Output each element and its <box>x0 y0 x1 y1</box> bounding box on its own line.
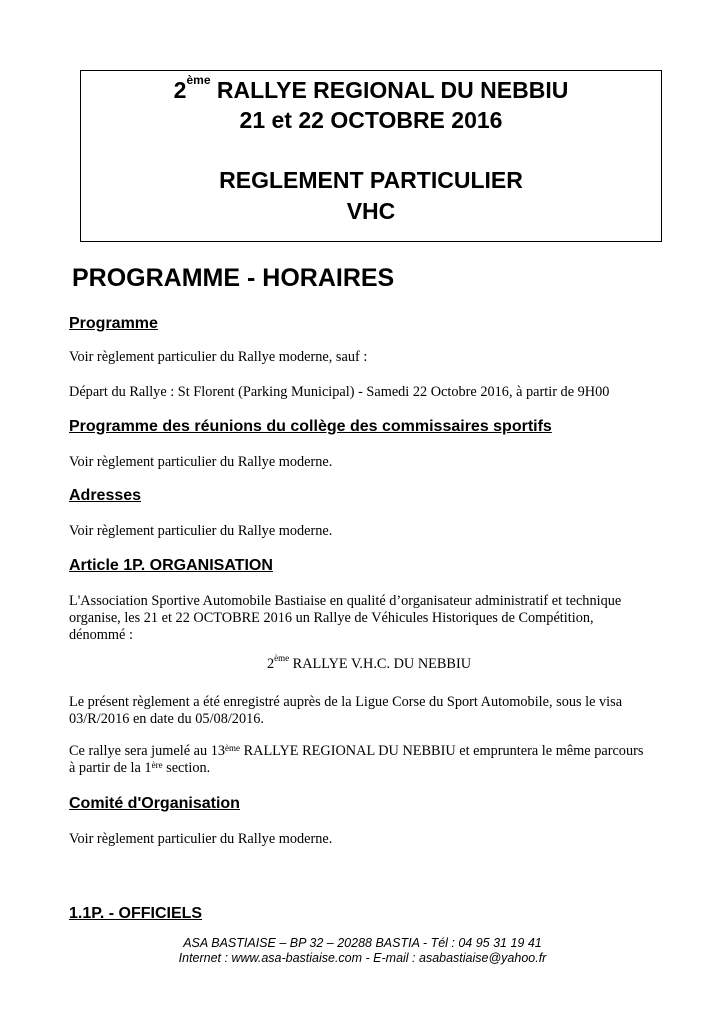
comite-para: Voir règlement particulier du Rallye moderne. <box>69 831 333 847</box>
article-1p-para-3: Ce rallye sera jumelé au 13ème RALLYE REGIONAL DU NEBBIU et empruntera le même parcours à partir de la 1ère section. <box>69 743 644 776</box>
adresses-para: Voir règlement particulier du Rallye moderne. <box>69 523 333 539</box>
programme-para-2: Départ du Rallye : St Florent (Parking Municipal) - Samedi 22 Octobre 2016, à partir de 9H00 <box>69 384 610 400</box>
reunions-para: Voir règlement particulier du Rallye moderne. <box>69 454 333 470</box>
footer-address: ASA BASTIAISE – BP 32 – 20288 BASTIA - Tél : 04 95 31 19 41 <box>183 936 542 950</box>
heading-comite: Comité d'Organisation <box>69 795 240 812</box>
title-reglement: REGLEMENT PARTICULIER <box>219 167 523 193</box>
heading-article-1p: Article 1P. ORGANISATION <box>69 557 273 574</box>
programme-para-1: Voir règlement particulier du Rallye moderne, sauf : <box>69 349 368 365</box>
article-1p-para-2: Le présent règlement a été enregistré auprès de la Ligue Corse du Sport Automobile, sous le visa 03/R/2016 en date du 05/08/2016. <box>69 694 623 727</box>
title-box <box>80 70 662 242</box>
heading-programme: Programme <box>69 315 158 332</box>
heading-adresses: Adresses <box>69 487 142 504</box>
footer-contact: Internet : www.asa-bastiaise.com - E-mail : asabastiaise@yahoo.fr <box>178 951 547 965</box>
title-dates: 21 et 22 OCTOBRE 2016 <box>239 107 503 133</box>
article-1p-para-1: L'Association Sportive Automobile Bastiaise en qualité d’organisateur administratif et technique organise, les 21 et 22 OCTOBRE 2016 un Rallye de Véhicules Historiques de Compétition, dénommé : <box>69 593 622 643</box>
heading-officiels: 1.1P. - OFFICIELS <box>69 905 203 922</box>
title-vhc: VHC <box>346 198 396 224</box>
title-line-1: 2ème RALLYE REGIONAL DU NEBBIU <box>173 73 569 103</box>
main-heading: PROGRAMME - HORAIRES <box>72 264 395 292</box>
heading-reunions: Programme des réunions du collège des commissaires sportifs <box>69 418 552 435</box>
rally-name: 2ème RALLYE V.H.C. DU NEBBIU <box>266 653 472 672</box>
